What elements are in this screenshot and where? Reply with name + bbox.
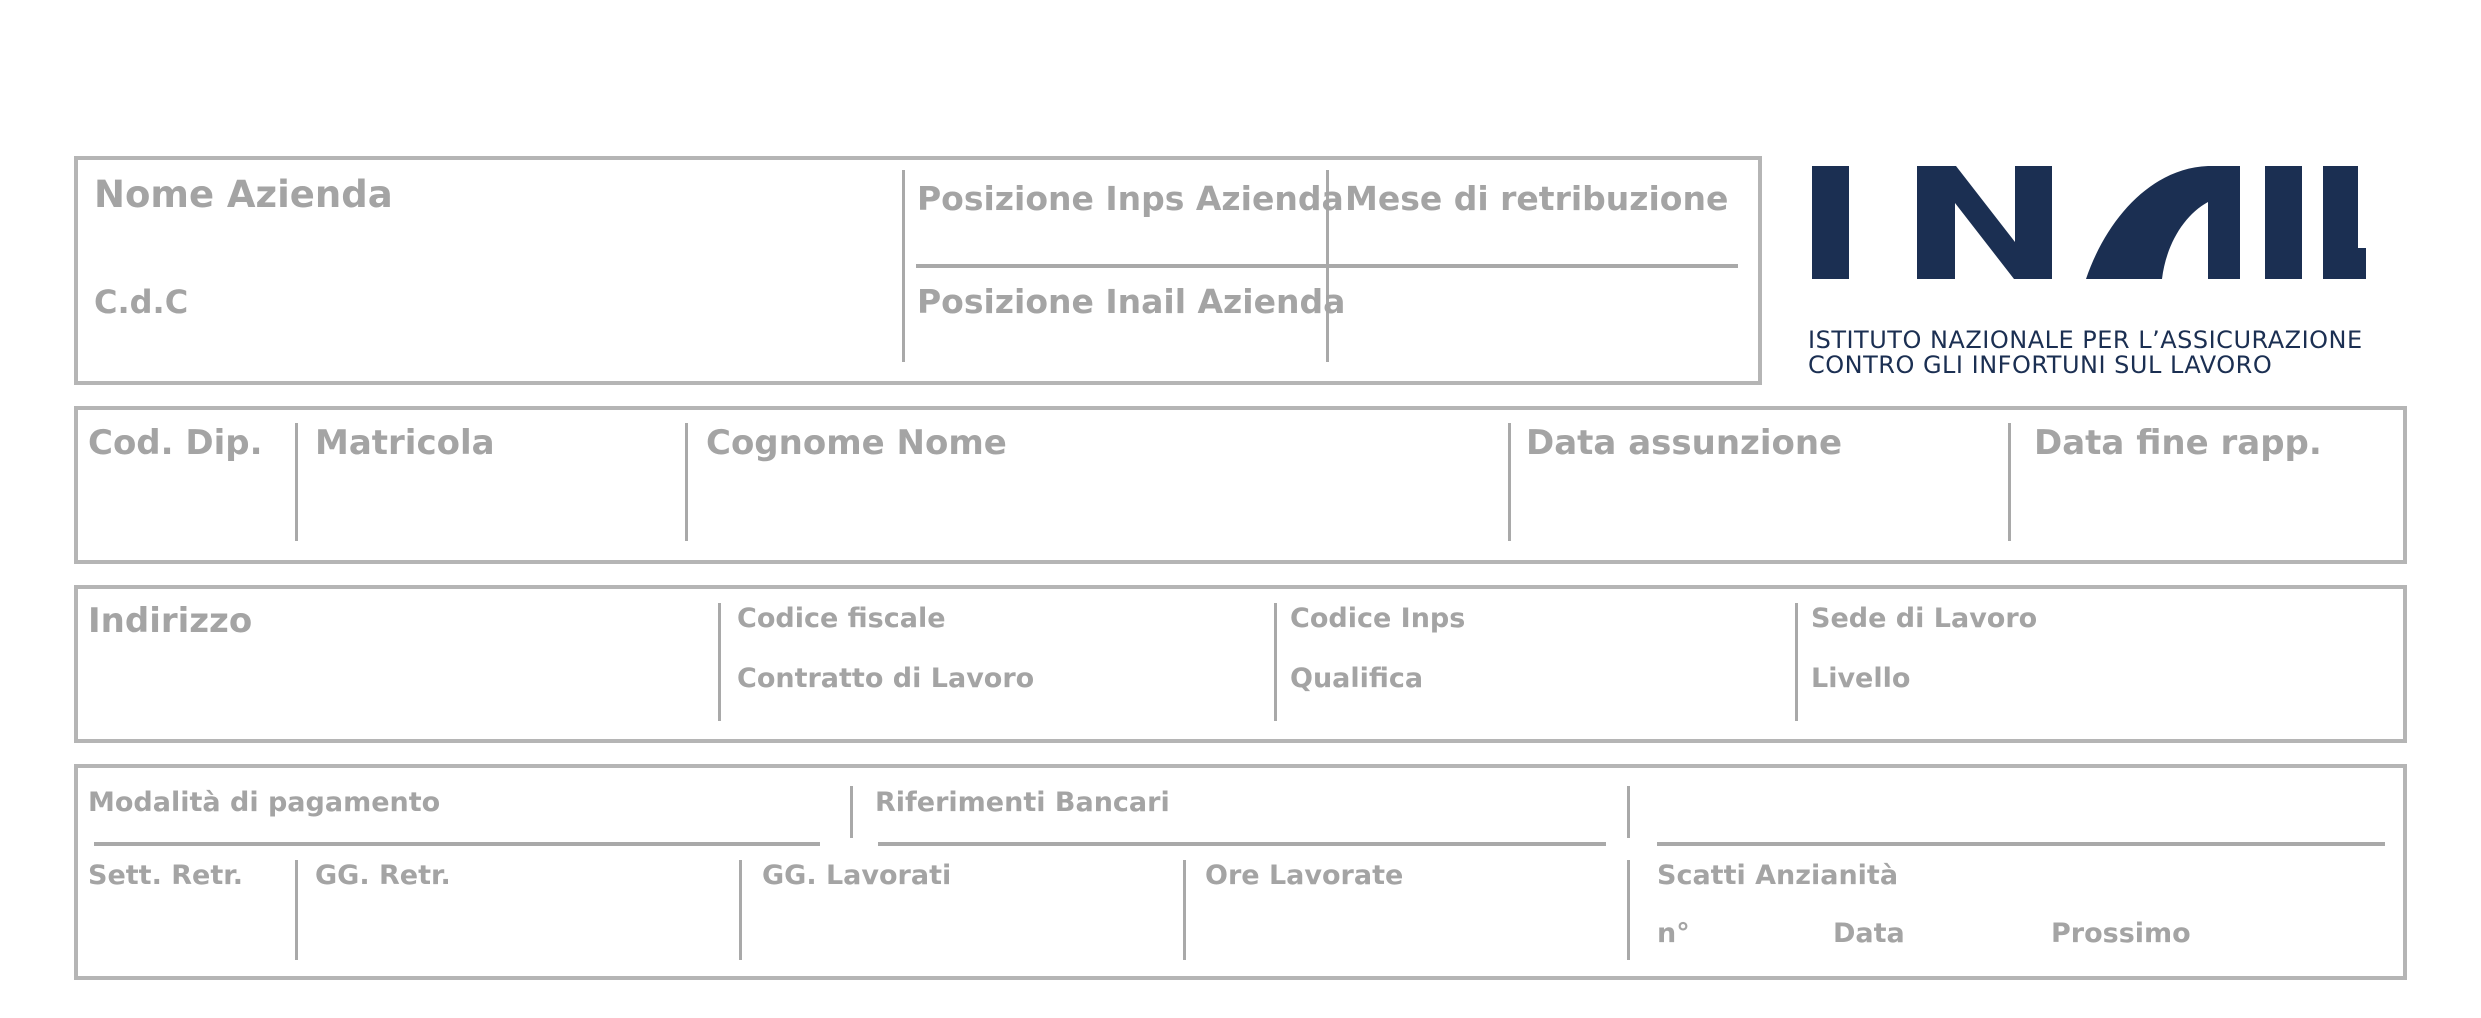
company-name-label: Nome Azienda [94,173,393,216]
pay-weeks-label: Sett. Retr. [88,860,243,891]
inps-code-label: Codice Inps [1290,603,1466,634]
worked-hours-label: Ore Lavorate [1205,860,1404,891]
payment-divider-3 [1183,860,1186,960]
full-name-label: Cognome Nome [706,423,1007,463]
address-label: Indirizzo [88,601,253,641]
bank-refs-label: Riferimenti Bancari [875,787,1170,818]
payment-underline-1 [94,842,820,846]
contract-label: Contratto di Lavoro [737,663,1035,694]
seniority-next-label: Prossimo [2051,918,2191,949]
pay-month-label: Mese di retribuzione [1345,179,1729,218]
payment-divider-1 [295,860,298,960]
worked-days-label: GG. Lavorati [762,860,952,891]
payment-method-label: Modalità di pagamento [88,787,441,818]
header-row-divider [916,264,1738,268]
seniority-label: Scatti Anzianità [1657,860,1899,891]
employee-divider-1 [295,423,298,541]
logo-subtitle-line2: CONTRO GLI INFORTUNI SUL LAVORO [1808,351,2273,379]
level-label: Livello [1811,663,1911,694]
details-box [74,585,2407,743]
payment-divider-4 [1627,860,1630,960]
inps-position-label: Posizione Inps Azienda [917,179,1344,218]
registration-label: Matricola [315,423,495,463]
pay-days-label: GG. Retr. [315,860,451,891]
details-divider-3 [1795,603,1798,721]
employee-divider-2 [685,423,688,541]
payment-divider-top-1 [850,786,853,838]
employee-code-label: Cod. Dip. [88,423,263,463]
hire-date-label: Data assunzione [1526,423,1843,463]
employee-divider-3 [1508,423,1511,541]
logo-subtitle-line1: ISTITUTO NAZIONALE PER L’ASSICURAZIONE [1808,326,2363,354]
workplace-label: Sede di Lavoro [1811,603,2038,634]
tax-code-label: Codice fiscale [737,603,946,634]
header-divider-1 [902,170,905,362]
cost-center-label: C.d.C [94,283,189,321]
seniority-date-label: Data [1833,918,1905,949]
payment-divider-top-2 [1627,786,1630,838]
details-divider-1 [718,603,721,721]
end-date-label: Data fine rapp. [2034,423,2322,463]
payment-divider-2 [739,860,742,960]
qualification-label: Qualifica [1290,663,1424,694]
employee-divider-4 [2008,423,2011,541]
inail-logo [1806,160,2376,286]
details-divider-2 [1274,603,1277,721]
inail-position-label: Posizione Inail Azienda [917,282,1346,321]
payment-underline-2 [878,842,1606,846]
seniority-number-label: n° [1657,918,1690,949]
payment-underline-3 [1657,842,2385,846]
